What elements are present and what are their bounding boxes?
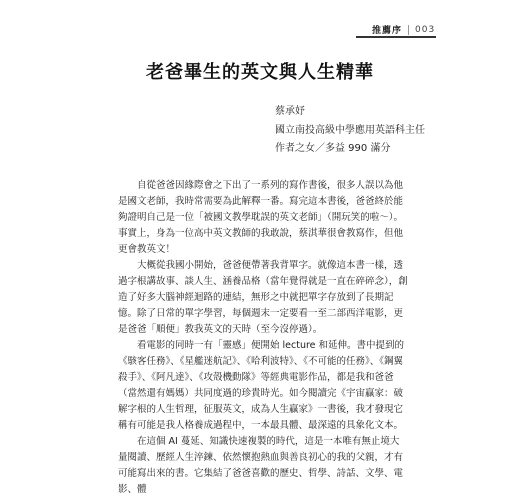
header-rule <box>356 36 436 38</box>
paragraph: 大概從我國小開始，爸爸便帶著我背單字。就像這本書一樣，透過字根講故事、談人生、涵養品格（當年覺得就是一直在碎碎念），創造了好多大腦神經迴路的連結，無形之中就把單字存放到了長期記憶。除了日常的單字學習，每個週末一定要看一至二部西洋電影，更是爸爸「順便」教我英文的天時（至今沒停過）。 <box>118 260 408 335</box>
page-title: 老爸畢生的英文與人生精華 <box>146 62 374 83</box>
header-divider <box>408 25 409 35</box>
author-title: 國立南投高級中學應用英語科主任 <box>275 124 425 136</box>
paragraph: 在這個 AI 蔓延、知識快速複製的時代，這是一本唯有無止境大量閱讀、歷經人生淬鍊、依然懷抱熱血與善良初心的我的父親，才有可能寫出來的書。它集結了爸爸喜歡的歷史、哲學、詩話、文學、電影、體 <box>118 436 404 495</box>
running-header <box>372 23 435 36</box>
page-number: 003 <box>415 24 436 35</box>
author-note: 作者之女／多益 990 滿分 <box>275 143 391 154</box>
body-text <box>118 178 408 498</box>
paragraph: 自從爸爸因緣際會之下出了一系列的寫作書後，很多人誤以為他是國文老師，我時常需要為此解釋一番。寫完這本書後，爸爸終於能夠證明自己是一位「被國文教學耽誤的英文老師」（開玩笑的啦～）。事實上，身為一位高中英文教師的我敢說，蔡淇華很會教寫作，但他更會教英文！ <box>118 180 404 255</box>
author-name: 蔡承妤 <box>275 106 305 117</box>
author-block <box>275 103 425 159</box>
section-label: 推薦序 <box>372 26 403 36</box>
paragraph: 看電影的同時一有「靈感」便開始 lecture 和延伸。書中提到的《駭客任務》、《星艦迷航記》、《哈利波特》、《不可能的任務》、《鋼翼殺手》、《阿凡達》、《攻殼機動隊》等經典電影作品，都是我和爸爸（當然還有媽媽）共同度過的珍貴時光。如今閱讀完《宇宙贏家：破解字根的人生哲理，征服英文，成為人生贏家》一書後，我才發現它稱有可能是我人格養成過程中，一本最具體、最深遠的具象化文本。 <box>118 340 405 431</box>
